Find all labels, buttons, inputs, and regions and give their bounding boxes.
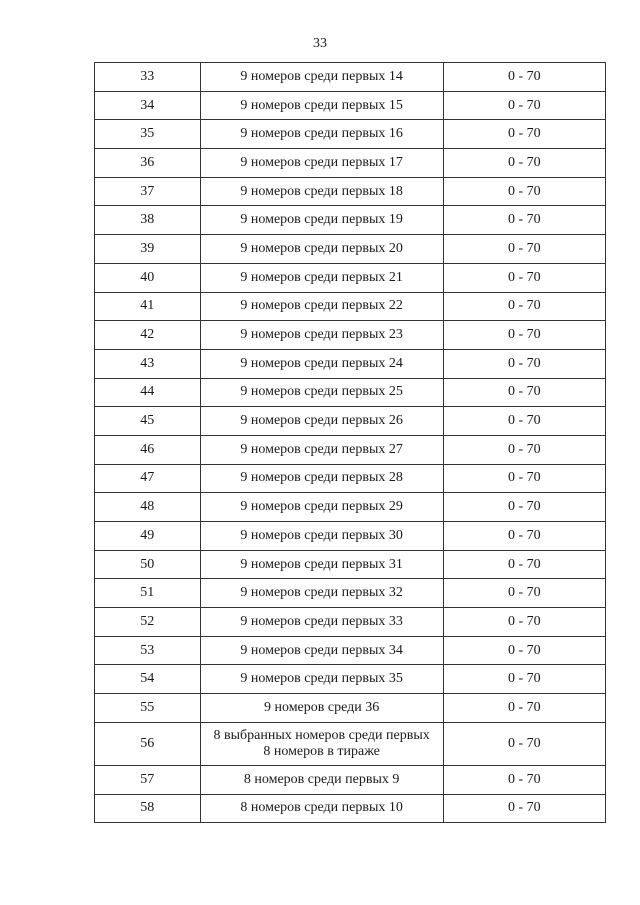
description-line: 9 номеров среди первых 22 [240, 298, 403, 314]
row-number-cell: 39 [95, 235, 201, 264]
description-cell [200, 321, 443, 350]
row-number-cell: 44 [95, 378, 201, 407]
range-cell: 0 - 70 [443, 120, 605, 149]
range-cell: 0 - 70 [443, 636, 605, 665]
description-cell [200, 292, 443, 321]
row-number-cell: 47 [95, 464, 201, 493]
table-row [95, 378, 606, 407]
description-cell [200, 794, 443, 823]
row-number-cell: 46 [95, 435, 201, 464]
range-cell: 0 - 70 [443, 177, 605, 206]
range-cell: 0 - 70 [443, 235, 605, 264]
table-row [95, 149, 606, 178]
description-cell [200, 765, 443, 794]
row-number-cell: 50 [95, 550, 201, 579]
range-cell: 0 - 70 [443, 149, 605, 178]
description-line: 9 номеров среди 36 [263, 699, 380, 715]
description-cell [200, 493, 443, 522]
range-cell: 0 - 70 [443, 435, 605, 464]
description-line: 9 номеров среди первых 19 [240, 212, 403, 228]
description-cell [200, 235, 443, 264]
description-line: 9 номеров среди первых 17 [240, 154, 403, 170]
description-line: 9 номеров среди первых 35 [240, 671, 403, 687]
table-row [95, 177, 606, 206]
range-cell: 0 - 70 [443, 349, 605, 378]
description-cell [200, 464, 443, 493]
table-row [95, 349, 606, 378]
row-number-cell: 52 [95, 608, 201, 637]
description-line: 9 номеров среди первых 28 [240, 470, 403, 486]
page-number: 33 [313, 36, 327, 51]
table-row [95, 722, 606, 765]
description-line: 9 номеров среди первых 18 [240, 183, 403, 199]
range-cell: 0 - 70 [443, 292, 605, 321]
description-line: 9 номеров среди первых 30 [240, 527, 403, 543]
table-row [95, 493, 606, 522]
description-cell [200, 636, 443, 665]
row-number-cell: 41 [95, 292, 201, 321]
description-cell [200, 177, 443, 206]
row-number-cell: 37 [95, 177, 201, 206]
description-line: 9 номеров среди первых 27 [240, 441, 403, 457]
description-cell [200, 378, 443, 407]
description-line: 9 номеров среди первых 25 [240, 384, 403, 400]
row-number-cell: 42 [95, 321, 201, 350]
description-cell [200, 722, 443, 765]
table-row [95, 794, 606, 823]
row-number-cell: 35 [95, 120, 201, 149]
description-line: 9 номеров среди первых 16 [240, 126, 403, 142]
range-cell: 0 - 70 [443, 407, 605, 436]
table-row [95, 464, 606, 493]
row-number-cell: 48 [95, 493, 201, 522]
table-row [95, 636, 606, 665]
row-number-cell: 45 [95, 407, 201, 436]
table-row [95, 608, 606, 637]
range-cell: 0 - 70 [443, 694, 605, 723]
table-row [95, 407, 606, 436]
row-number-cell: 38 [95, 206, 201, 235]
description-line: 9 номеров среди первых 14 [240, 68, 403, 84]
description-cell [200, 407, 443, 436]
range-cell: 0 - 70 [443, 722, 605, 765]
row-number-cell: 36 [95, 149, 201, 178]
range-cell: 0 - 70 [443, 63, 605, 92]
description-cell [200, 550, 443, 579]
table-row [95, 63, 606, 92]
description-line: 9 номеров среди первых 33 [240, 613, 403, 629]
row-number-cell: 58 [95, 794, 201, 823]
description-cell [200, 120, 443, 149]
description-line: 9 номеров среди первых 32 [240, 585, 403, 601]
row-number-cell: 33 [95, 63, 201, 92]
range-cell: 0 - 70 [443, 206, 605, 235]
description-line: 9 номеров среди первых 34 [240, 642, 403, 658]
row-number-cell: 55 [95, 694, 201, 723]
table-row [95, 579, 606, 608]
table-row [95, 765, 606, 794]
table-row [95, 435, 606, 464]
data-table [94, 62, 606, 823]
row-number-cell: 43 [95, 349, 201, 378]
row-number-cell: 53 [95, 636, 201, 665]
description-line: 9 номеров среди первых 20 [240, 240, 403, 256]
table-row [95, 91, 606, 120]
range-cell: 0 - 70 [443, 608, 605, 637]
description-line: 9 номеров среди первых 15 [240, 97, 403, 113]
description-line: 9 номеров среди первых 24 [240, 355, 403, 371]
table-row [95, 235, 606, 264]
description-line: 8 номеров в тираже [263, 743, 380, 759]
range-cell: 0 - 70 [443, 91, 605, 120]
table-row [95, 292, 606, 321]
description-cell [200, 694, 443, 723]
range-cell: 0 - 70 [443, 794, 605, 823]
range-cell: 0 - 70 [443, 665, 605, 694]
range-cell: 0 - 70 [443, 522, 605, 551]
description-cell [200, 263, 443, 292]
row-number-cell: 57 [95, 765, 201, 794]
row-number-cell: 34 [95, 91, 201, 120]
description-line: 8 выбранных номеров среди первых [213, 727, 430, 743]
range-cell: 0 - 70 [443, 493, 605, 522]
table-row [95, 263, 606, 292]
description-cell [200, 435, 443, 464]
row-number-cell: 40 [95, 263, 201, 292]
row-number-cell: 54 [95, 665, 201, 694]
range-cell: 0 - 70 [443, 321, 605, 350]
range-cell: 0 - 70 [443, 263, 605, 292]
description-cell [200, 608, 443, 637]
row-number-cell: 49 [95, 522, 201, 551]
range-cell: 0 - 70 [443, 765, 605, 794]
table-body [95, 63, 606, 823]
table-row [95, 120, 606, 149]
range-cell: 0 - 70 [443, 464, 605, 493]
range-cell: 0 - 70 [443, 378, 605, 407]
row-number-cell: 56 [95, 722, 201, 765]
description-cell [200, 665, 443, 694]
description-cell [200, 206, 443, 235]
table-row [95, 665, 606, 694]
description-line: 8 номеров среди первых 9 [243, 771, 400, 787]
range-cell: 0 - 70 [443, 550, 605, 579]
description-line: 9 номеров среди первых 26 [240, 413, 403, 429]
description-cell [200, 522, 443, 551]
description-line: 8 номеров среди первых 10 [240, 800, 403, 816]
description-cell [200, 63, 443, 92]
table-row [95, 321, 606, 350]
table-row [95, 550, 606, 579]
description-cell [200, 91, 443, 120]
row-number-cell: 51 [95, 579, 201, 608]
description-line: 9 номеров среди первых 23 [240, 327, 403, 343]
description-cell [200, 149, 443, 178]
table-row [95, 522, 606, 551]
description-line: 9 номеров среди первых 31 [240, 556, 403, 572]
description-cell [200, 349, 443, 378]
table-row [95, 206, 606, 235]
range-cell: 0 - 70 [443, 579, 605, 608]
description-line: 9 номеров среди первых 29 [240, 499, 403, 515]
description-line: 9 номеров среди первых 21 [240, 269, 403, 285]
table-row [95, 694, 606, 723]
description-cell [200, 579, 443, 608]
